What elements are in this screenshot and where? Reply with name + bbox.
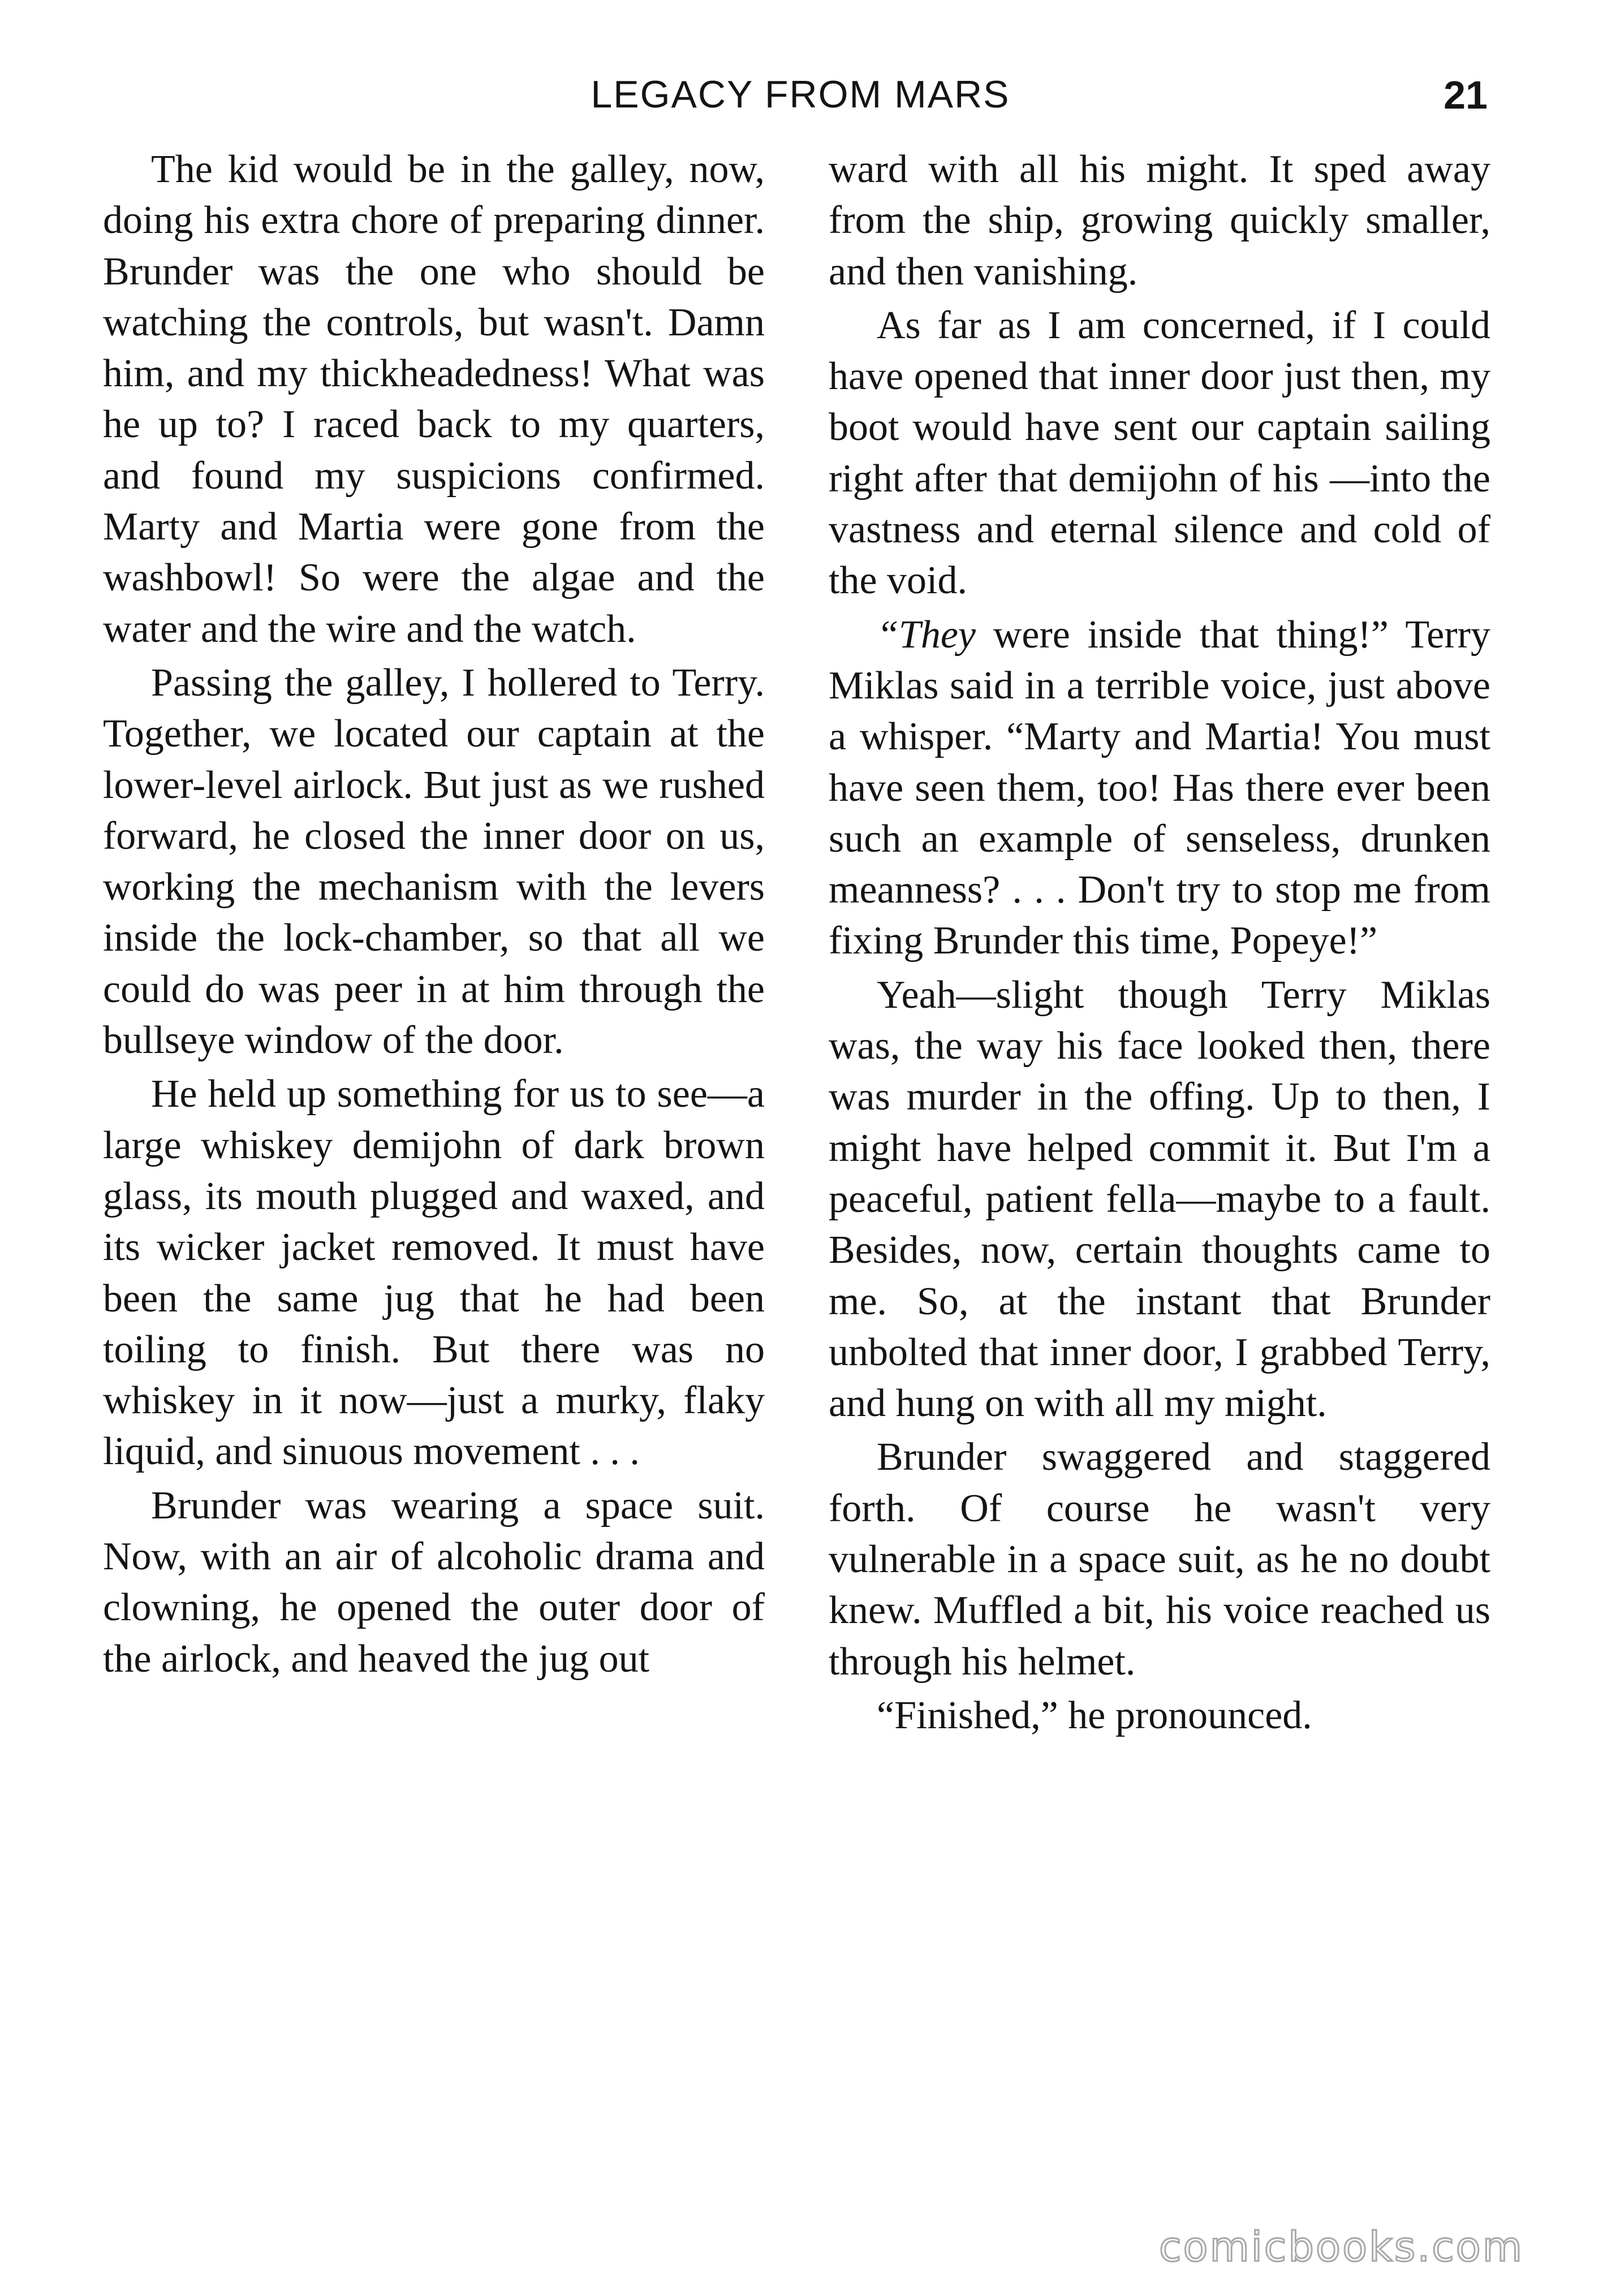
dialogue-text: were inside that thing!” Terry Miklas said in a terrible voice, just above a whisper. “Marty and Martia! You must have seen them, too! Has there ever been such an example of senseless, drunken meanness? . . . Don't try to stop me from fixing Brunder this time, Popeye!” (829, 612, 1490, 963)
paragraph: The kid would be in the galley, now, doing his extra chore of preparing dinner. Brunder was the one who should be watching the controls, but wasn't. Damn him, and my thickheadedness! What was he up to? I raced back to my quarters, and found my suspicions confirmed. Marty and Martia were gone from the washbowl! So were the algae and the water and the wire and the watch. (103, 148, 765, 651)
paragraph: He held up something for us to see—a large whiskey demijohn of dark brown glass, its mouth plugged and waxed, and its wicker jacket removed. It must have been the same jug that he had been toiling to finish. But there was no whiskey in it now—just a murky, flaky liquid, and sinuous movement . . . (103, 1072, 765, 1474)
paragraph: Yeah—slight though Terry Miklas was, the way his face looked then, there was murder in the offing. Up to then, I might have helped commit it. But I'm a peaceful, patient fella—maybe to a fault. Besides, now, certain thoughts came to me. So, at the instant that Brunder unbolted that inner door, I grabbed Terry, and hung on with all my might. (829, 973, 1490, 1426)
story-title: LEGACY FROM MARS (591, 73, 1010, 116)
running-header (102, 68, 1499, 130)
right-text-column (829, 144, 1490, 1744)
paragraph: As far as I am concerned, if I could have opened that inner door just then, my boot would have sent our captain sailing right after that demijohn of his —into the vastness and eternal silence and cold of the void. (829, 303, 1490, 603)
emphasized-word: “They (877, 612, 976, 657)
paragraph-continuation: ward with all his might. It sped away from the ship, growing quickly smaller, and then vanishing. (829, 148, 1490, 294)
paragraph: Brunder was wearing a space suit. Now, with an air of alcoholic drama and clowning, he opened the outer door of the airlock, and heaved the jug out (103, 1483, 765, 1681)
left-text-column (103, 144, 765, 1688)
paragraph: “Finished,” he pronounced. (877, 1693, 1312, 1737)
paragraph: Passing the galley, I hollered to Terry. Together, we located our captain at the lower-level airlock. But just as we rushed forward, he closed the inner door on us, working the mechanism with the levers inside the lock-chamber, so that all we could do was peer in at him through the bullseye window of the door. (103, 661, 765, 1063)
site-watermark: comicbooks.com (1158, 2223, 1524, 2271)
paragraph: Brunder swaggered and staggered forth. Of course he wasn't very vulnerable in a space suit, as he no doubt knew. Muffled a bit, his voice reached us through his helmet. (829, 1435, 1490, 1684)
page-number: 21 (1443, 73, 1488, 117)
dialogue-paragraph (829, 610, 1490, 967)
